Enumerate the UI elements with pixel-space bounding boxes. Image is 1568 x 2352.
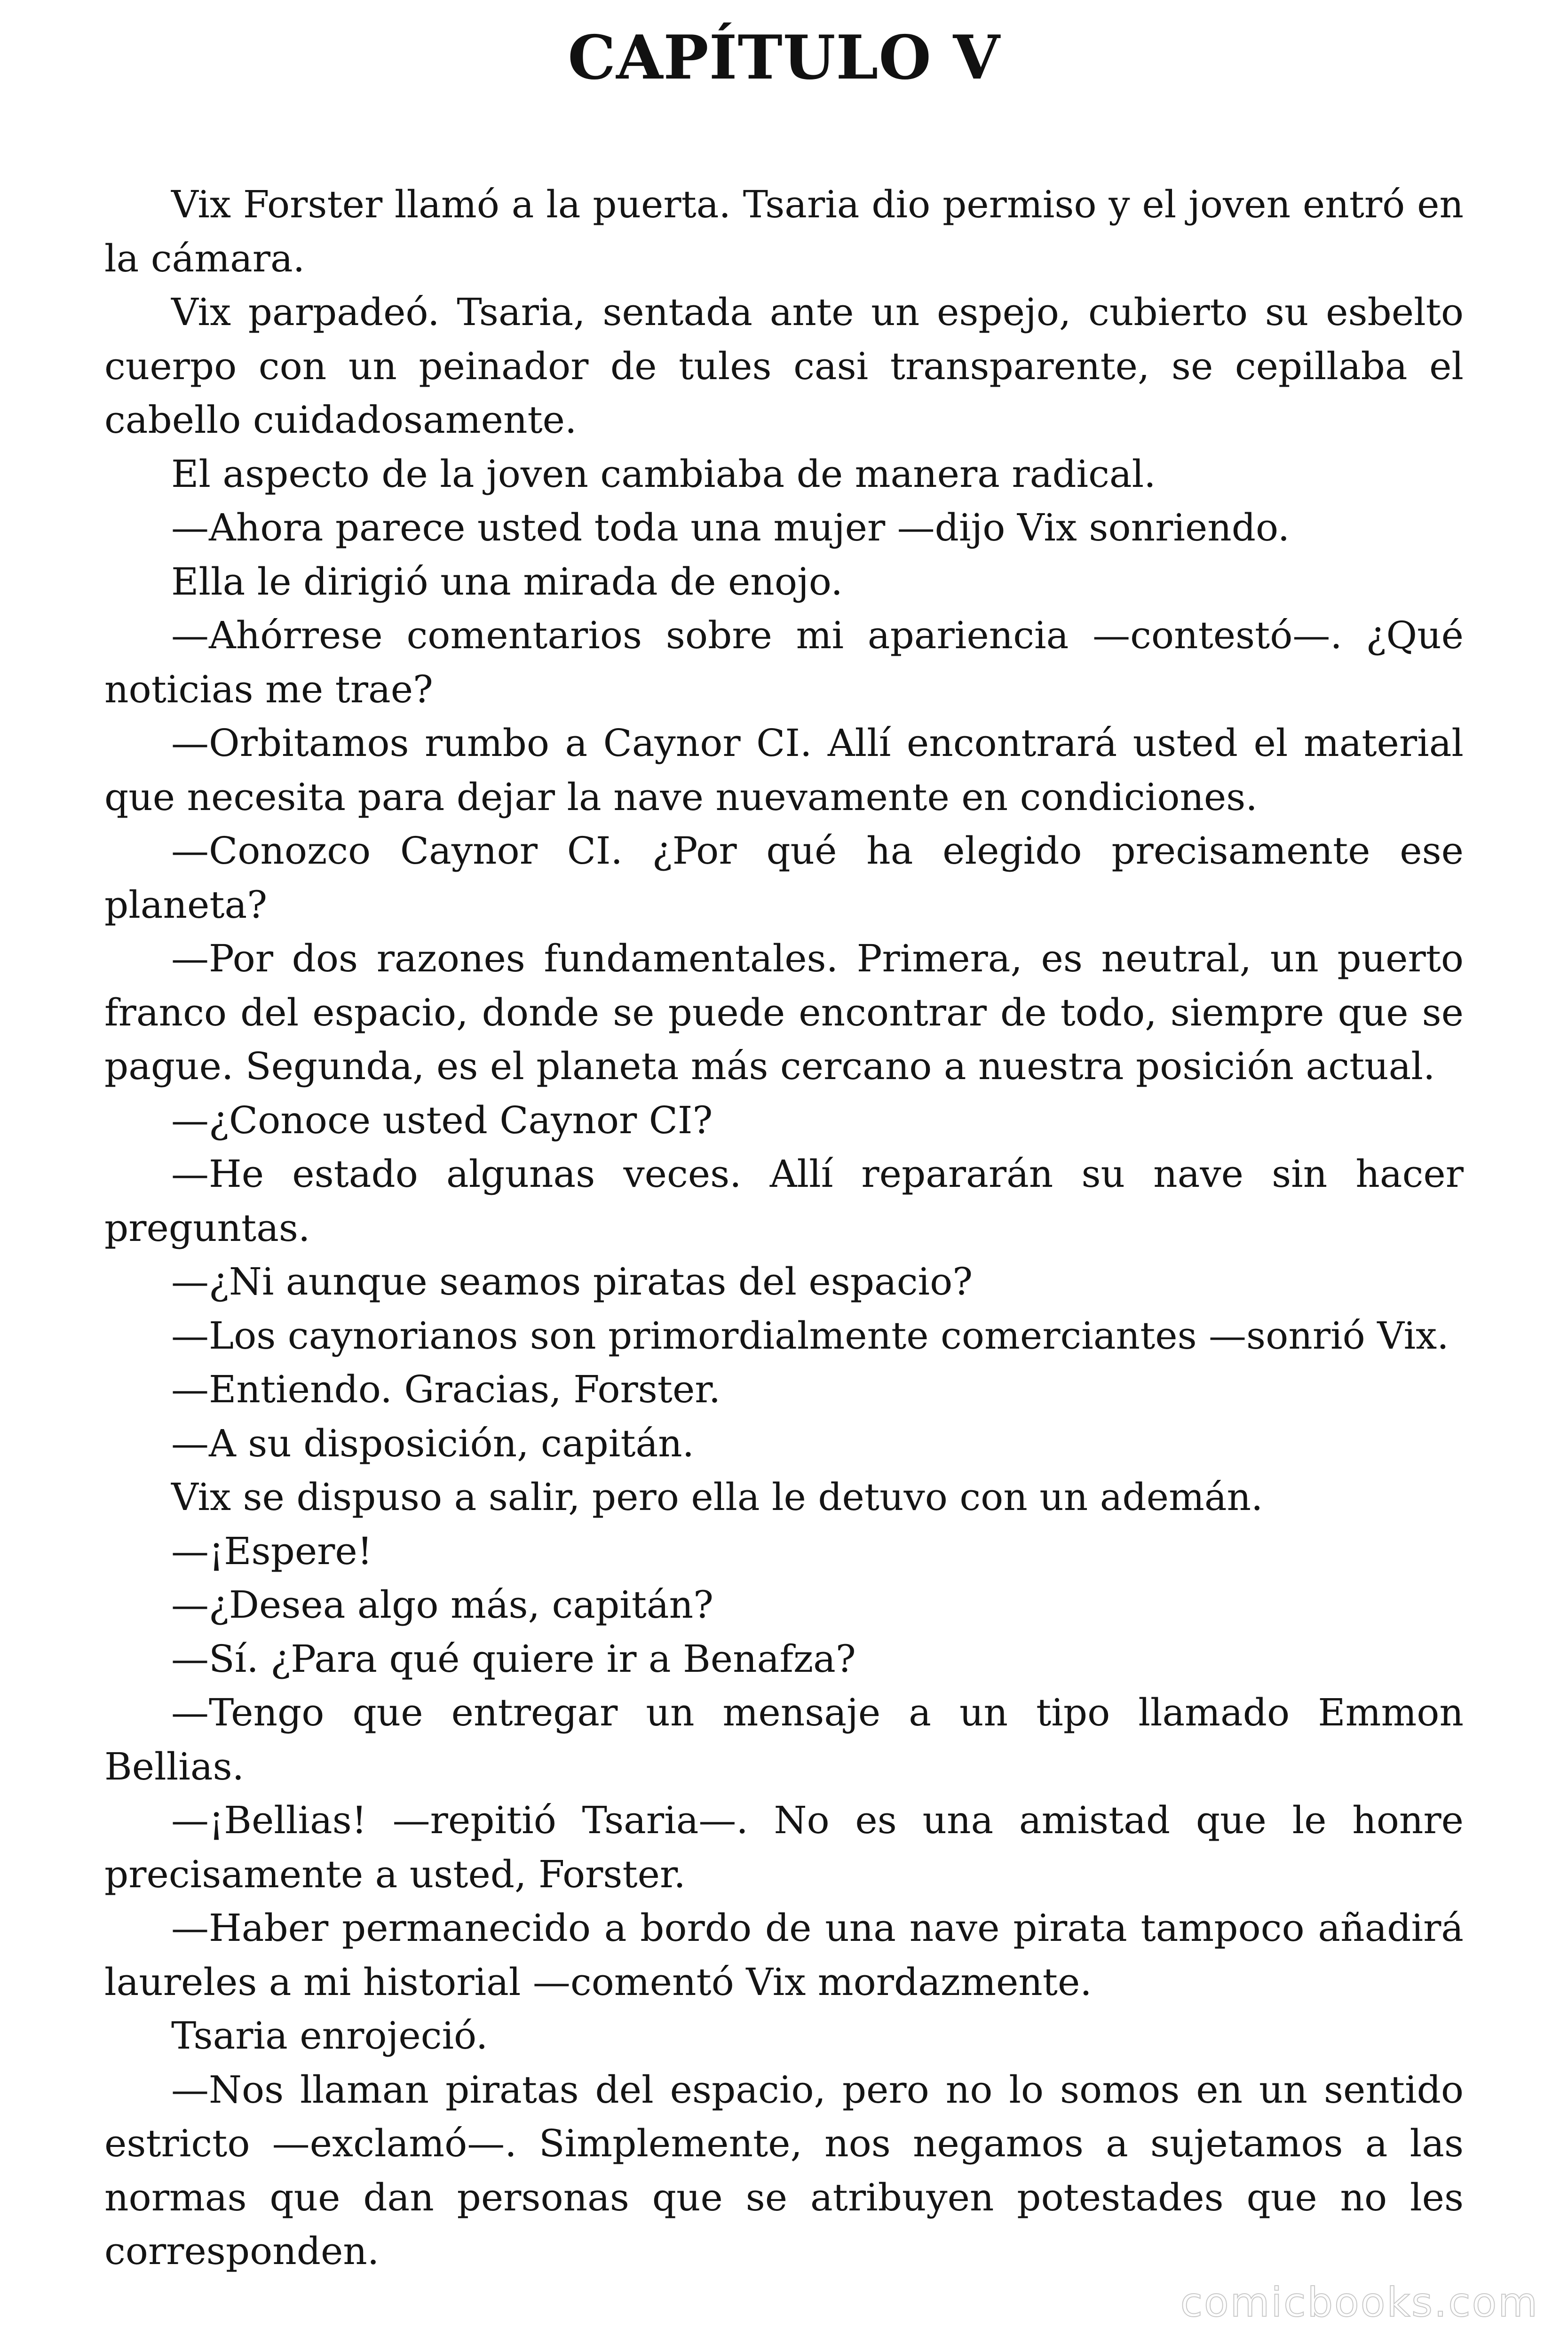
paragraph: —¿Conoce usted Caynor CI? xyxy=(171,1098,713,1142)
paragraph: —Conozco Caynor CI. ¿Por qué ha elegido precisamente ese planeta? xyxy=(104,829,1464,927)
watermark: comicbooks.com xyxy=(1180,2279,1539,2326)
paragraph: —Los caynorianos son primordialmente comerciantes —sonrió Vix. xyxy=(171,1313,1449,1358)
paragraph: Tsaria enrojeció. xyxy=(171,2014,488,2058)
paragraph: —¿Desea algo más, capitán? xyxy=(171,1583,714,1627)
paragraph: Ella le dirigió una mirada de enojo. xyxy=(171,559,843,604)
paragraph: —¿Ni aunque seamos piratas del espacio? xyxy=(171,1260,973,1303)
chapter-title: CAPÍTULO V xyxy=(568,23,1000,93)
paragraph: —He estado algunas veces. Allí repararán su nave sin hacer preguntas. xyxy=(104,1152,1464,1250)
paragraph: Vix se dispuso a salir, pero ella le detuvo con un ademán. xyxy=(171,1475,1263,1519)
paragraph: —Tengo que entregar un mensaje a un tipo llamado Emmon Bellias. xyxy=(104,1691,1464,1788)
paragraph: —Ahora parece usted toda una mujer —dijo Vix sonriendo. xyxy=(171,506,1290,549)
paragraph: —Por dos razones fundamentales. Primera, es neutral, un puerto franco del espacio, donde se puede encontrar de todo, siempre que se pague. Segunda, es el planeta más cercano a nuestra posición actual. xyxy=(104,937,1464,1088)
paragraph: —Nos llaman piratas del espacio, pero no lo somos en un sentido estricto —exclamó—. Simplemente, nos negamos a sujetamos a las normas que dan personas que se atribuyen potestades que no les corresponden. xyxy=(104,2067,1464,2273)
paragraph: —Entiendo. Gracias, Forster. xyxy=(171,1367,721,1411)
paragraph: —Ahórrese comentarios sobre mi apariencia —contestó—. ¿Qué noticias me trae? xyxy=(104,613,1464,711)
paragraph: El aspecto de la joven cambiaba de manera radical. xyxy=(171,452,1156,496)
paragraph: Vix Forster llamó a la puerta. Tsaria dio permiso y el joven entró en la cámara. xyxy=(104,183,1464,280)
paragraph: —A su disposición, capitán. xyxy=(171,1421,695,1465)
paragraph: —Haber permanecido a bordo de una nave pirata tampoco añadirá laureles a mi historial —comentó Vix mordazmente. xyxy=(104,1906,1464,2004)
chapter-body xyxy=(104,178,1464,2279)
paragraph: —¡Espere! xyxy=(171,1529,372,1573)
paragraph: —¡Bellias! —repitió Tsaria—. No es una amistad que le honre precisamente a usted, Forster. xyxy=(104,1798,1464,1896)
paragraph: —Sí. ¿Para qué quiere ir a Benafza? xyxy=(171,1637,856,1681)
paragraph: Vix parpadeó. Tsaria, sentada ante un espejo, cubierto su esbelto cuerpo con un peinador de tules casi transparente, se cepillaba el cabello cuidadosamente. xyxy=(104,290,1464,442)
paragraph: —Orbitamos rumbo a Caynor CI. Allí encontrará usted el material que necesita para dejar la nave nuevamente en condiciones. xyxy=(104,721,1464,819)
